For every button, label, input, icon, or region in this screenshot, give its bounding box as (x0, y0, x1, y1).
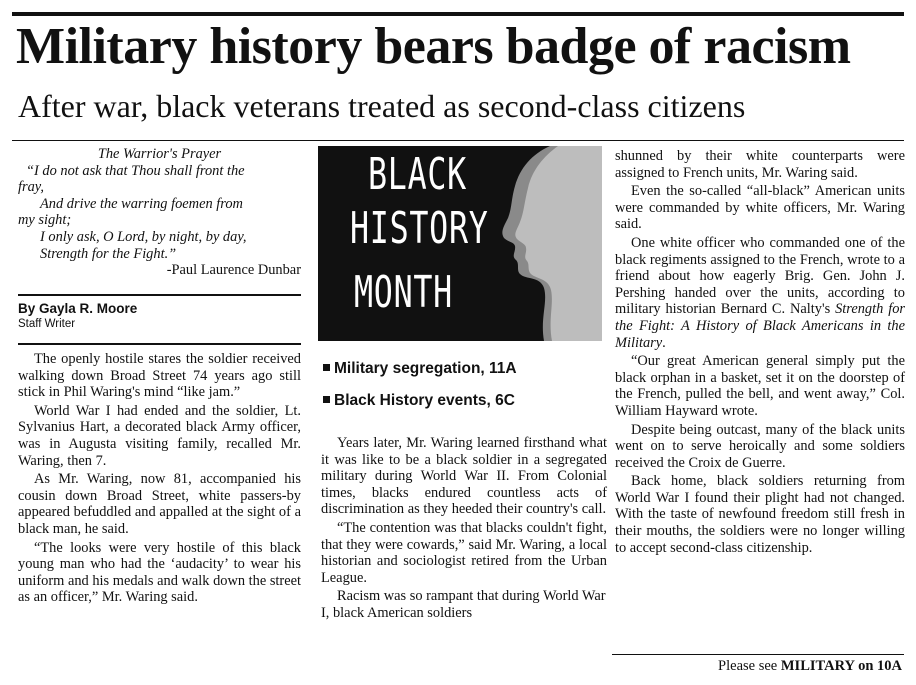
article-column-1 (18, 351, 301, 608)
teaser-military-segregation[interactable] (323, 360, 517, 378)
black-history-month-logo (318, 146, 602, 341)
article-paragraph: Despite being outcast, many of the black units went on to serve heroically and some soldiers received the Croix de Guerre. (615, 421, 905, 471)
headline: Military history bears badge of racism (16, 18, 851, 75)
byline-role: Staff Writer (18, 318, 76, 330)
poem-epigraph (18, 146, 301, 279)
header-rule (12, 140, 904, 141)
paragraph-text: . (662, 334, 666, 351)
article-paragraph: “Our great American general simply put the black orphan in a basket, set it on the doorstep of the French, pulled the bell, and went away,” Col. William Hayward wrote. (615, 353, 905, 419)
teaser-black-history-events[interactable] (323, 392, 515, 410)
logo-word-history: HISTORY (350, 203, 489, 254)
article-paragraph: “The contention was that blacks couldn't fight, that they were cowards,” said Mr. Waring, a local historian and sociologist retired from the Urban League. (321, 519, 607, 586)
article-column-2 (321, 435, 607, 624)
teaser-label: Black History events, 6C (334, 392, 515, 409)
poem-line: And drive the warring foemen from (40, 195, 243, 212)
poem-line: Strength for the Fight.” (40, 245, 177, 262)
logo-word-month: MONTH (354, 267, 453, 318)
continued-jump-line[interactable] (718, 658, 902, 675)
body-rule (18, 343, 301, 345)
article-paragraph: The openly hostile stares the soldier received walking down Broad Street 74 years ago still stick in Phil Waring's mind “like jam.” (18, 351, 301, 401)
teaser-label: Military segregation, 11A (334, 360, 517, 377)
book-title: Strength for the Fight: A History of Black Americans in the Military (615, 301, 905, 351)
article-paragraph (615, 235, 905, 351)
poem-line: my sight; (18, 212, 72, 229)
footer-rule (612, 654, 904, 655)
article-paragraph: “The looks were very hostile of this black young man who had the ‘audacity’ to wear his uniform and his medals and walk down the street as an officer,” Mr. Waring said. (18, 539, 301, 606)
poem-attribution: -Paul Laurence Dunbar (166, 262, 301, 279)
byline-name: By Gayla R. Moore (18, 301, 138, 316)
bullet-square-icon (323, 364, 330, 371)
article-paragraph: Racism was so rampant that during World War I, black American soldiers (321, 588, 606, 621)
article-paragraph: Back home, black soldiers returning from World War I found their plight had not changed. With the taste of newfound freedom still fresh in their mouths, the soldiers were no longer willing to accept second-class citizenship. (615, 473, 905, 556)
poem-line: “I do not ask that Thou shall front the (26, 162, 245, 179)
poem-title: The Warrior's Prayer (97, 146, 222, 162)
jump-target: MILITARY on 10A (780, 658, 902, 674)
byline-rule (18, 294, 301, 296)
jump-prefix: Please see (718, 658, 778, 674)
paragraph-text: One white officer who commanded one of the black regiments assigned to the French, wrote to a friend about how eagerly Brig. Gen. John J. Pershing handed over the units, according to military historian Bernard C. Nalty's (615, 234, 905, 318)
poem-line: I only ask, O Lord, by night, by day, (40, 228, 247, 245)
bullet-square-icon (323, 396, 330, 403)
article-paragraph: As Mr. Waring, now 81, accompanied his cousin down Broad Street, white passers-by appeared befuddled and appalled at the sight of a black man, he said. (18, 471, 301, 537)
article-column-3 (615, 148, 905, 558)
subheadline: After war, black veterans treated as second-class citizens (18, 88, 746, 124)
article-paragraph: Years later, Mr. Waring learned firsthand what it was like to be a black soldier in a segregated military during World War II. From Colonial times, blacks endured countless acts of discrimination as they heeded their country's call. (321, 435, 607, 518)
logo-word-black: BLACK (368, 149, 467, 200)
poem-line: fray, (18, 179, 44, 196)
article-paragraph: Even the so-called “all-black” American units were commanded by white officers, Mr. Waring said. (615, 183, 905, 233)
article-paragraph: shunned by their white counterparts were assigned to French units, Mr. Waring said. (615, 148, 905, 181)
article-paragraph: World War I had ended and the soldier, Lt. Sylvanius Hart, a decorated black Army officer, was in Augusta visiting family, recalled Mr. Waring, then 7. (18, 402, 301, 469)
